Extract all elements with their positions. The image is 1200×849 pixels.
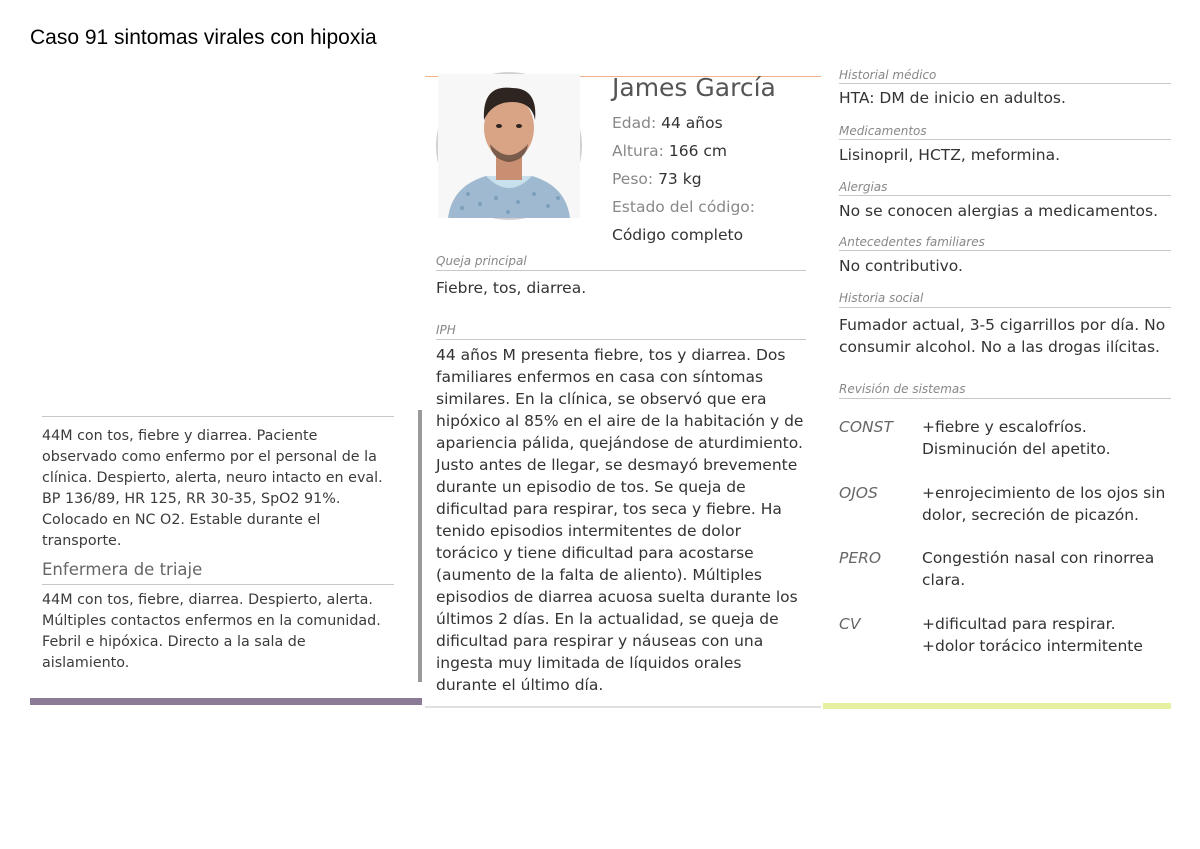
ros-row xyxy=(839,547,1171,591)
weight-row xyxy=(612,170,702,188)
ros-row xyxy=(839,613,1171,657)
document-title: Caso 91 sintomas virales con hipoxia xyxy=(30,26,377,49)
height-label: Altura: xyxy=(612,142,664,160)
social-history-value: Fumador actual, 3-5 cigarrillos por día. No consumir alcohol. No a las drogas ilícitas. xyxy=(839,316,1166,356)
ros-abbr: CONST xyxy=(839,418,893,436)
ros-row xyxy=(839,482,1171,526)
ros-abbr: OJOS xyxy=(839,484,878,502)
age-row xyxy=(612,114,723,132)
scrollbar[interactable] xyxy=(418,410,422,682)
code-status-value: Código completo xyxy=(612,226,744,244)
meds-value: Lisinopril, HCTZ, meformina. xyxy=(839,146,1061,164)
allergies-label: Alergias xyxy=(839,180,1171,196)
code-status-label: Estado del código: xyxy=(612,198,755,216)
ros-abbr: CV xyxy=(839,615,861,633)
triage-note-text: 44M con tos, fiebre, diarrea. Despierto, alerta. Múltiples contactos enfermos en la comunidad. Febril e hipóxica. Directo a la sala de aislamiento. xyxy=(42,592,381,671)
hpi-label: IPH xyxy=(436,323,806,340)
ros-row xyxy=(839,416,1171,460)
ros-desc: +enrojecimiento de los ojos sin dolor, secreción de picazón. xyxy=(922,484,1166,524)
divider xyxy=(42,416,394,417)
left-panel xyxy=(42,416,394,674)
ros-abbr: PERO xyxy=(839,549,882,567)
patient-avatar-image xyxy=(438,74,580,218)
family-history-label: Antecedentes familiares xyxy=(839,235,1171,251)
patient-main-panel xyxy=(436,254,806,696)
social-history-label: Historia social xyxy=(839,291,1171,308)
weight-value: 73 kg xyxy=(658,170,702,188)
meds-label: Medicamentos xyxy=(839,124,1171,140)
height-value: 166 cm xyxy=(668,142,727,160)
history-panel xyxy=(839,68,1171,655)
pmh-label: Historial médico xyxy=(839,68,1171,84)
family-history-value: No contributivo. xyxy=(839,257,963,275)
ros-list xyxy=(839,416,1171,655)
age-label: Edad: xyxy=(612,114,657,132)
ros-label: Revisión de sistemas xyxy=(839,382,1171,399)
weight-label: Peso: xyxy=(612,170,654,188)
age-value: 44 años xyxy=(661,114,723,132)
panel-bottom-bar xyxy=(30,698,422,705)
allergies-value: No se conocen alergias a medicamentos. xyxy=(839,202,1158,220)
hpi-text: 44 años M presenta fiebre, tos y diarrea. Dos familiares enfermos en casa con síntomas similares. En la clínica, se observó que era hipóxico al 85% en el aire de la habitación y de apariencia pálida, quejándose de aturdimiento. Justo antes de llegar, se desmayó brevemente durante un episodio de tos. Se queja de dificultad para respirar, tos seca y fiebre. Ha tenido episodios intermitentes de dolor torácico y tiene dificultad para acostarse (aumento de la falta de aliento). Múltiples episodios de diarrea acuosa suelta durante los últimos 2 días. En la actualidad, se queja de dificultad para respirar y náuseas con una ingesta muy limitada de líquidos orales durante el último día. xyxy=(436,346,804,694)
panel-bottom-bar xyxy=(823,703,1171,709)
height-row xyxy=(612,142,727,160)
chief-complaint-value: Fiebre, tos, diarrea. xyxy=(436,279,587,297)
panel-bottom-line xyxy=(425,706,821,708)
ems-report-text: 44M con tos, fiebre y diarrea. Paciente observado como enfermo por el personal de la clínica. Despierto, alerta, neuro intacto en eval. BP 136/89, HR 125, RR 30-35, SpO2 91%. Colocado en NC O2. Estable durante el transporte. xyxy=(42,428,383,549)
patient-avatar xyxy=(436,72,582,220)
triage-heading: Enfermera de triaje xyxy=(42,560,394,585)
ros-desc: Congestión nasal con rinorrea clara. xyxy=(922,549,1155,589)
patient-name: James García xyxy=(612,73,776,102)
chief-complaint-label: Queja principal xyxy=(436,254,806,271)
pmh-value: HTA: DM de inicio en adultos. xyxy=(839,89,1066,107)
ros-desc: +fiebre y escalofríos. Disminución del apetito. xyxy=(922,418,1111,458)
ros-desc: +dificultad para respirar. +dolor torácico intermitente xyxy=(922,615,1143,655)
